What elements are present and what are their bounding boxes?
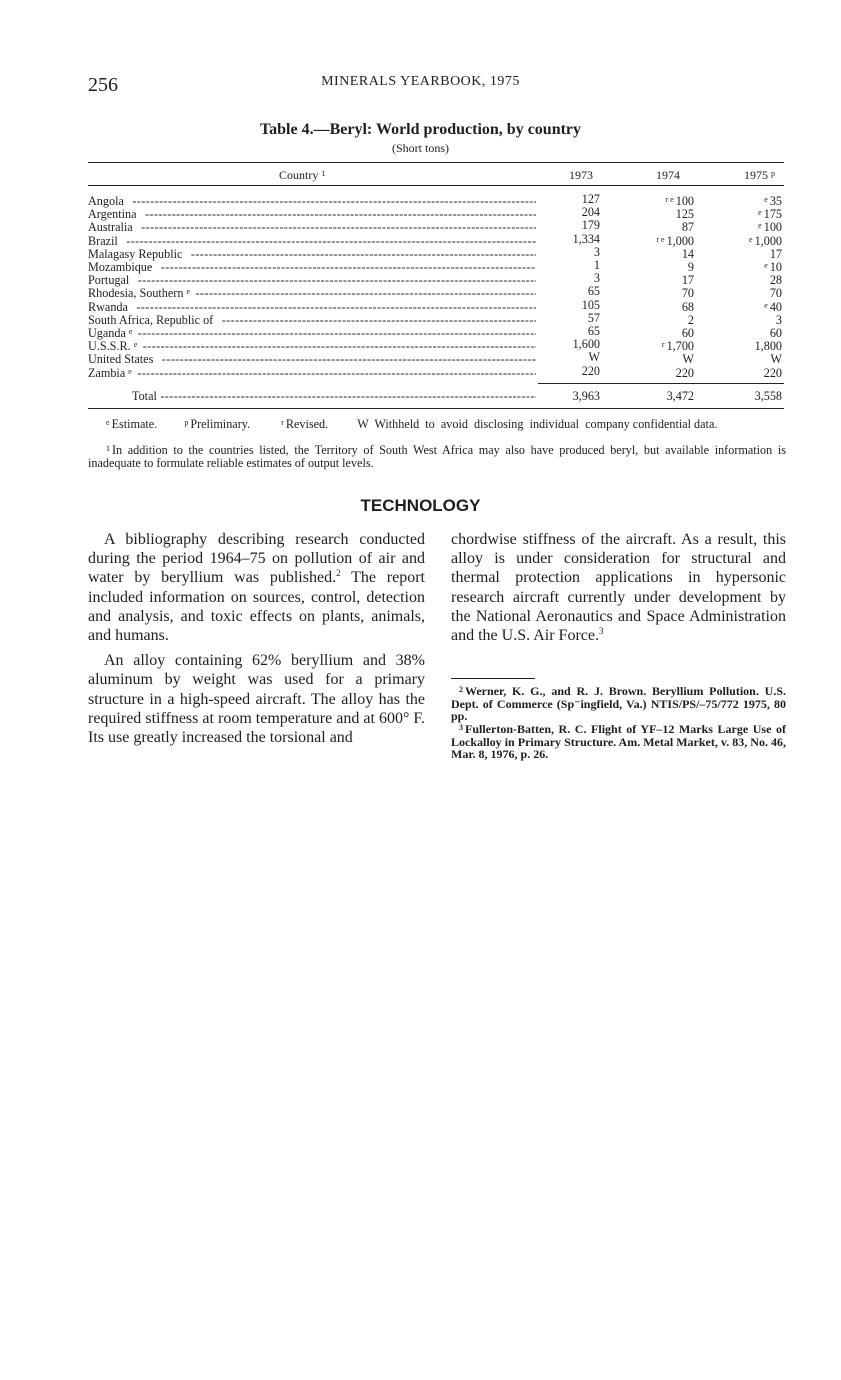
value-1974-number: 17 (681, 273, 694, 288)
legend-revised-mark: r (281, 418, 284, 427)
ref-3-marker: 3 (598, 626, 604, 637)
country-mark: e (186, 287, 191, 297)
value-1975-number: 28 (769, 273, 782, 288)
country-label: Brazil (88, 233, 118, 248)
total-1974: 3,472 (666, 389, 694, 403)
paragraph-alloy: An alloy containing 62% beryllium and 38% aluminum by weight was used for a primary structure in a high-speed aircraft. The alloy has the required stiffness at room temperature and at 600° F. Its use greatly increased the torsional and (88, 652, 425, 747)
country-mark: e (128, 327, 133, 336)
legend-estimate-mark: e (106, 418, 110, 427)
table-row (88, 246, 784, 259)
value-1973: 65 (587, 284, 600, 299)
country-label: Rhodesia, Southern (88, 286, 184, 301)
value-1975-number: 220 (763, 365, 782, 380)
reference-2 (451, 684, 786, 723)
country-mark: e (128, 366, 132, 376)
left-column (88, 530, 425, 747)
country-label: Rwanda (88, 299, 128, 314)
header-country-mark: 1 (321, 169, 326, 178)
value-1974-number: 87 (681, 220, 694, 235)
value-1973: 3 (593, 244, 600, 259)
header-1975 (744, 168, 777, 183)
value-1975 (762, 365, 782, 380)
value-1975-number: 10 (769, 260, 782, 274)
value-1973: 127 (581, 192, 600, 206)
legend-preliminary-mark: p (184, 418, 189, 427)
paragraph-stiffness-text: chordwise stiffness of the aircraft. As a result, this alloy is under consideration for structural and thermal protection applications in hypersonic research aircraft currently under development by the National Aeronautics and Space Administration and the U.S. Air Force. (451, 531, 786, 645)
country-label: Argentina (88, 207, 137, 222)
reference-2-text: Werner, K. G., and R. J. Brown. Beryllium Pollution. U.S. Dept. of Commerce (Sp⁻ingfield, Va.) NTIS/PS/–75/772 1975, 80 pp. (451, 684, 786, 723)
value-1974-number: 1,000 (666, 233, 694, 248)
table-row (88, 233, 784, 246)
header-1975-label: 1975 (744, 168, 768, 182)
right-column (451, 530, 786, 645)
header-country-label: Country (279, 168, 319, 182)
legend-revised (281, 417, 328, 431)
table-subtitle: (Short tons) (392, 141, 449, 155)
country-label: Mozambique (88, 260, 153, 274)
mark-1974: r e (665, 195, 674, 204)
value-1974-number: 9 (687, 260, 694, 274)
value-1974-number: 100 (675, 194, 694, 208)
table-row (88, 325, 784, 338)
country-label: Angola (88, 194, 124, 208)
header-country (279, 168, 327, 183)
total-row (88, 390, 784, 403)
value-1973: W (588, 350, 600, 365)
country-label: United States (88, 352, 154, 367)
page-number: 256 (88, 74, 118, 96)
legend-withheld: W Withheld to avoid disclosing individual company confidential data. (357, 417, 718, 431)
value-1974-number: W (682, 352, 694, 367)
value-1973: 3 (593, 271, 600, 286)
paragraph-bibliography-text-a: A bibliography describing research conducted during the period 1964–75 on pollution of air and water by beryllium was published. (88, 531, 425, 587)
mark-1975: e (758, 208, 762, 218)
country-label: Malagasy Republic (88, 246, 183, 261)
total-1973: 3,963 (572, 389, 600, 403)
country-label: U.S.S.R. (88, 339, 131, 354)
country-label: South Africa, Republic of (88, 312, 214, 327)
table-row (88, 271, 784, 288)
running-head: MINERALS YEARBOOK, 1975 (321, 74, 520, 89)
country-label: Portugal (88, 273, 130, 288)
value-1975-number: 60 (769, 326, 782, 340)
table-row (88, 259, 784, 272)
value-1973: 65 (587, 324, 600, 338)
table-row (88, 205, 784, 222)
value-1973: 105 (581, 297, 600, 312)
value-1975-number: 1,000 (754, 233, 782, 248)
table-row (88, 365, 784, 378)
table-row (88, 312, 784, 325)
ref-2-marker: 2 (336, 568, 341, 579)
value-1973: 179 (581, 218, 600, 233)
mark-1975: e (758, 221, 762, 231)
value-1975-number: 35 (769, 194, 782, 208)
value-1973: 1 (593, 258, 600, 272)
footnote-1 (88, 442, 786, 470)
footnote-1-mark: 1 (106, 444, 110, 453)
value-1975-number: 17 (769, 246, 782, 261)
legend-preliminary (184, 417, 250, 431)
country-mark: e (133, 340, 138, 350)
value-1974 (674, 365, 694, 380)
table-row (88, 350, 784, 367)
value-1974-number: 60 (681, 326, 694, 340)
value-1974-number: 14 (681, 246, 694, 261)
total-1975: 3,558 (754, 389, 782, 403)
value-1974-number: 220 (675, 365, 694, 380)
header-1974: 1974 (656, 168, 680, 182)
country-label: Australia (88, 220, 133, 235)
mark-1975: e (749, 234, 753, 244)
reference-2-mark: 2 (459, 685, 463, 694)
value-1975-number: 175 (763, 207, 782, 222)
legend-estimate-text: Estimate. (111, 417, 158, 431)
value-1973: 57 (587, 310, 600, 325)
footnote-1-text: In addition to the countries listed, the Territory of South West Africa may also have produced beryl, but available information is inadequate to formulate reliable estimates of output levels. (88, 443, 786, 470)
table-title: Table 4.—Beryl: World production, by country (259, 121, 582, 138)
table-row (88, 193, 784, 206)
paragraph-bibliography (88, 530, 425, 645)
mark-1974: r e (656, 234, 665, 244)
value-1975-number: 1,800 (754, 339, 782, 354)
value-1973: 1,334 (572, 231, 600, 246)
reference-3-mark: 3 (459, 723, 463, 732)
value-1974-number: 2 (687, 312, 694, 327)
country-label: Zambia (88, 365, 126, 380)
value-1975-number: W (770, 352, 782, 367)
reference-3 (451, 722, 786, 761)
value-1975-number: 40 (769, 299, 782, 314)
paragraph-stiffness (451, 530, 786, 645)
value-1974-number: 125 (675, 207, 694, 222)
table-row (88, 299, 784, 312)
value-1973: 1,600 (572, 337, 600, 352)
legend-preliminary-text: Preliminary. (190, 417, 251, 431)
section-heading: TECHNOLOGY (360, 496, 481, 515)
total-rule (538, 383, 784, 384)
value-1975-number: 3 (775, 312, 782, 327)
header-1973: 1973 (569, 168, 593, 182)
mark-1975: e (764, 300, 768, 310)
table-bottom-rule (88, 408, 784, 409)
reference-3-text: Fullerton-Batten, R. C. Flight of YF–12 Marks Large Use of Lockalloy in Primary Structure. Am. Metal Market, v. 83, No. 46, Mar. 8, 1976, p. 26. (451, 722, 786, 761)
value-1975-number: 70 (769, 286, 782, 301)
table-header-rule (88, 185, 784, 186)
legend-revised-text: Revised. (285, 417, 329, 431)
value-1973: 220 (581, 363, 600, 378)
header-1975-mark: p (771, 169, 775, 178)
footnote-legend (88, 416, 786, 431)
country-label: Uganda (88, 326, 126, 340)
value-1974-number: 1,700 (666, 339, 694, 354)
value-1973: 204 (581, 205, 600, 220)
table-row (88, 337, 784, 354)
country-name (88, 365, 536, 380)
value-1974-number: 68 (681, 299, 694, 314)
legend-estimate (106, 417, 157, 431)
table-row (88, 218, 784, 235)
mark-1975: e (764, 261, 768, 270)
value-1975-number: 100 (763, 220, 782, 235)
table-top-rule (88, 162, 784, 163)
paragraph-bibliography-text-b: The report included information on sources, control, detection and analysis, and toxic effects on plants, animals, and humans. (88, 569, 426, 645)
table-row (88, 284, 784, 301)
value-1974-number: 70 (681, 286, 694, 301)
total-label: Total ----- (88, 390, 536, 403)
footnote-rule (451, 678, 535, 679)
mark-1974: r (661, 340, 665, 350)
mark-1975: e (764, 195, 768, 204)
